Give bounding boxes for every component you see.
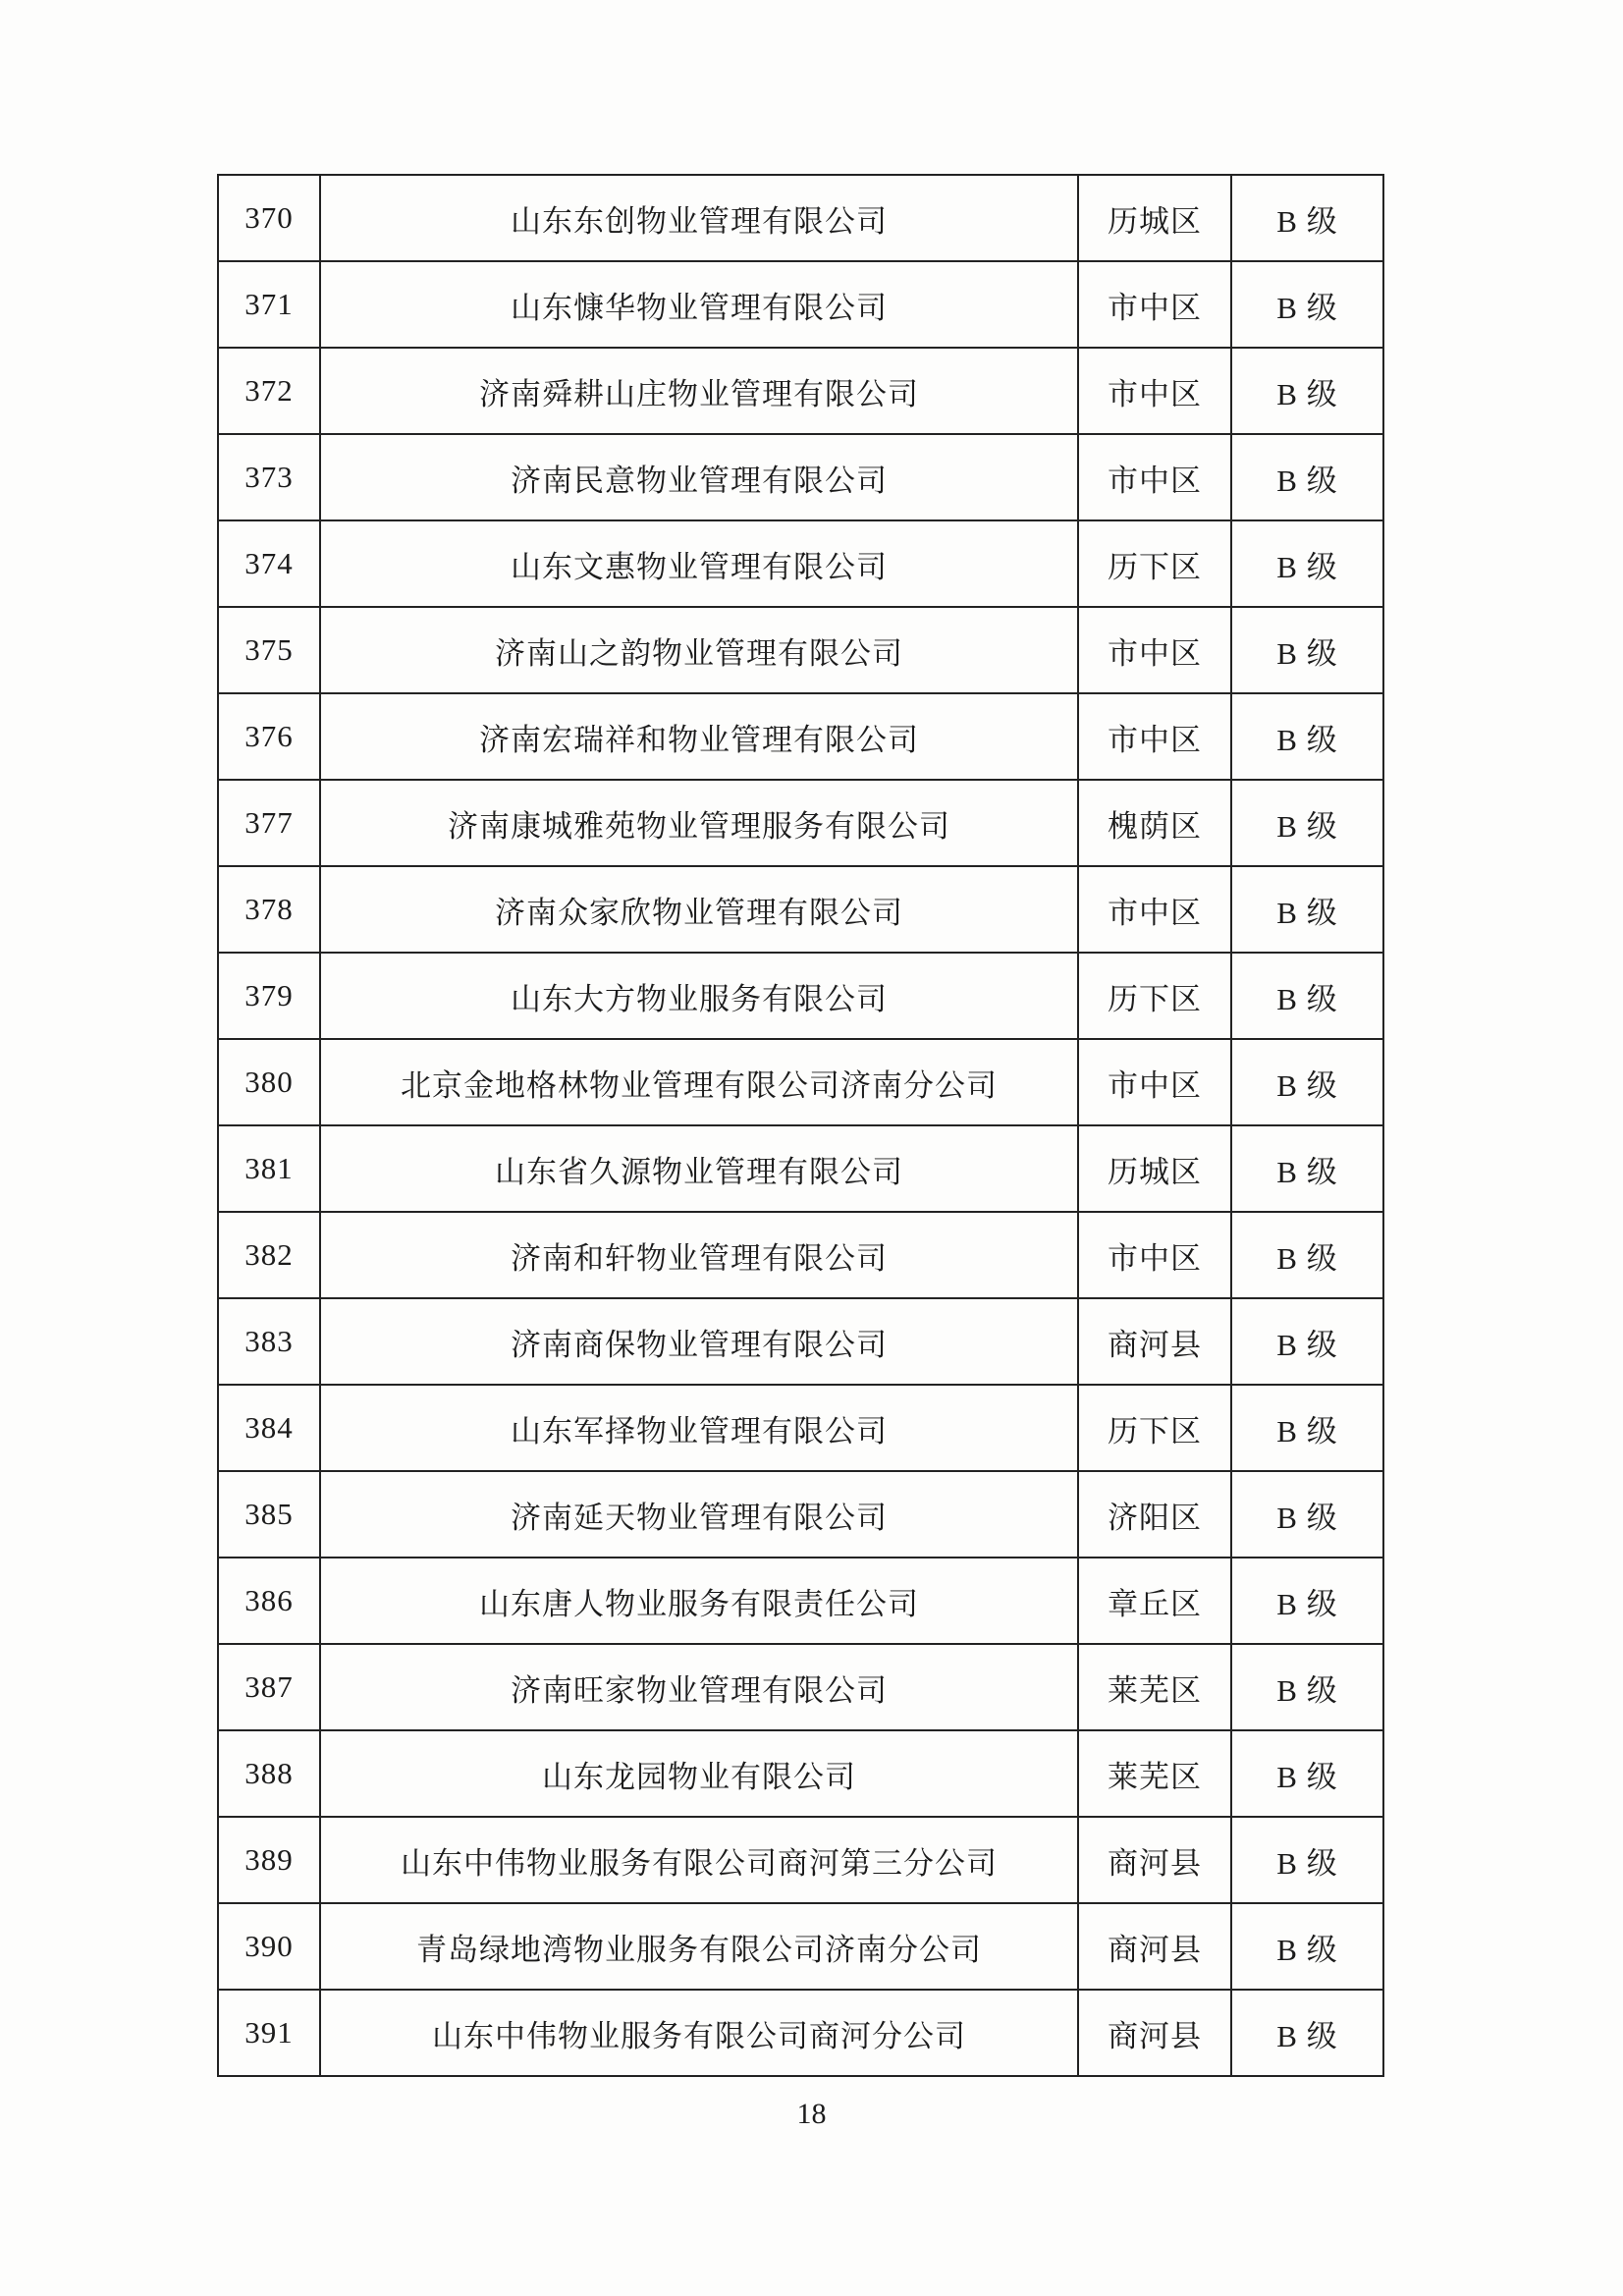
row-number: 385 (218, 1471, 320, 1558)
rating-value: B 级 (1231, 866, 1383, 953)
rating-value: B 级 (1231, 693, 1383, 780)
company-name: 山东军择物业管理有限公司 (320, 1385, 1078, 1471)
table-row (218, 607, 1383, 693)
district-name: 历下区 (1078, 520, 1231, 607)
table-row (218, 780, 1383, 866)
rating-value: B 级 (1231, 1212, 1383, 1298)
company-name: 济南延天物业管理有限公司 (320, 1471, 1078, 1558)
rating-value: B 级 (1231, 1125, 1383, 1212)
page-number: 18 (796, 2098, 827, 2130)
rating-value: B 级 (1231, 1903, 1383, 1990)
district-name: 济阳区 (1078, 1471, 1231, 1558)
rating-value: B 级 (1231, 261, 1383, 348)
district-name: 槐荫区 (1078, 780, 1231, 866)
company-name: 山东大方物业服务有限公司 (320, 953, 1078, 1039)
rating-value: B 级 (1231, 1990, 1383, 2076)
rating-value: B 级 (1231, 1385, 1383, 1471)
table-row (218, 953, 1383, 1039)
district-name: 市中区 (1078, 434, 1231, 520)
district-name: 商河县 (1078, 1990, 1231, 2076)
company-name: 济南和轩物业管理有限公司 (320, 1212, 1078, 1298)
row-number: 382 (218, 1212, 320, 1298)
company-name: 济南商保物业管理有限公司 (320, 1298, 1078, 1385)
company-name: 山东省久源物业管理有限公司 (320, 1125, 1078, 1212)
district-name: 市中区 (1078, 693, 1231, 780)
district-name: 市中区 (1078, 1039, 1231, 1125)
company-name: 山东唐人物业服务有限责任公司 (320, 1558, 1078, 1644)
table-row (218, 434, 1383, 520)
rating-value: B 级 (1231, 1817, 1383, 1903)
rating-value: B 级 (1231, 520, 1383, 607)
district-name: 市中区 (1078, 1212, 1231, 1298)
company-name: 济南旺家物业管理有限公司 (320, 1644, 1078, 1730)
district-name: 市中区 (1078, 866, 1231, 953)
company-name: 山东中伟物业服务有限公司商河分公司 (320, 1990, 1078, 2076)
district-name: 商河县 (1078, 1298, 1231, 1385)
company-name: 山东东创物业管理有限公司 (320, 175, 1078, 261)
table-row (218, 175, 1383, 261)
company-name: 山东文惠物业管理有限公司 (320, 520, 1078, 607)
row-number: 372 (218, 348, 320, 434)
table-row (218, 1039, 1383, 1125)
company-name: 济南舜耕山庄物业管理有限公司 (320, 348, 1078, 434)
district-name: 历下区 (1078, 953, 1231, 1039)
district-name: 商河县 (1078, 1817, 1231, 1903)
company-name: 北京金地格林物业管理有限公司济南分公司 (320, 1039, 1078, 1125)
district-name: 莱芜区 (1078, 1644, 1231, 1730)
district-name: 市中区 (1078, 607, 1231, 693)
table-row (218, 1471, 1383, 1558)
row-number: 373 (218, 434, 320, 520)
rating-value: B 级 (1231, 1298, 1383, 1385)
table-row (218, 1298, 1383, 1385)
company-name: 山东中伟物业服务有限公司商河第三分公司 (320, 1817, 1078, 1903)
row-number: 391 (218, 1990, 320, 2076)
table-row (218, 1903, 1383, 1990)
rating-value: B 级 (1231, 1644, 1383, 1730)
table-row (218, 1817, 1383, 1903)
row-number: 371 (218, 261, 320, 348)
company-name: 济南众家欣物业管理有限公司 (320, 866, 1078, 953)
district-name: 历城区 (1078, 1125, 1231, 1212)
row-number: 383 (218, 1298, 320, 1385)
row-number: 380 (218, 1039, 320, 1125)
table-row (218, 1644, 1383, 1730)
company-name: 山东慷华物业管理有限公司 (320, 261, 1078, 348)
district-name: 历城区 (1078, 175, 1231, 261)
rating-value: B 级 (1231, 607, 1383, 693)
rating-value: B 级 (1231, 1471, 1383, 1558)
table-row (218, 261, 1383, 348)
table-row (218, 1212, 1383, 1298)
row-number: 379 (218, 953, 320, 1039)
row-number: 387 (218, 1644, 320, 1730)
table-row (218, 1385, 1383, 1471)
row-number: 386 (218, 1558, 320, 1644)
district-name: 历下区 (1078, 1385, 1231, 1471)
table-row (218, 348, 1383, 434)
table-row (218, 1730, 1383, 1817)
company-name: 青岛绿地湾物业服务有限公司济南分公司 (320, 1903, 1078, 1990)
table-row (218, 866, 1383, 953)
company-name: 济南康城雅苑物业管理服务有限公司 (320, 780, 1078, 866)
row-number: 384 (218, 1385, 320, 1471)
table-row (218, 1990, 1383, 2076)
table-row (218, 693, 1383, 780)
company-rating-table (217, 174, 1384, 2077)
district-name: 莱芜区 (1078, 1730, 1231, 1817)
table-row (218, 1558, 1383, 1644)
row-number: 388 (218, 1730, 320, 1817)
row-number: 370 (218, 175, 320, 261)
row-number: 390 (218, 1903, 320, 1990)
table-row (218, 520, 1383, 607)
rating-value: B 级 (1231, 434, 1383, 520)
row-number: 377 (218, 780, 320, 866)
row-number: 374 (218, 520, 320, 607)
rating-value: B 级 (1231, 1558, 1383, 1644)
district-name: 商河县 (1078, 1903, 1231, 1990)
row-number: 375 (218, 607, 320, 693)
district-name: 市中区 (1078, 348, 1231, 434)
rating-value: B 级 (1231, 953, 1383, 1039)
district-name: 章丘区 (1078, 1558, 1231, 1644)
row-number: 378 (218, 866, 320, 953)
company-name: 济南山之韵物业管理有限公司 (320, 607, 1078, 693)
rating-value: B 级 (1231, 348, 1383, 434)
rating-value: B 级 (1231, 1039, 1383, 1125)
row-number: 389 (218, 1817, 320, 1903)
company-name: 济南宏瑞祥和物业管理有限公司 (320, 693, 1078, 780)
company-name: 山东龙园物业有限公司 (320, 1730, 1078, 1817)
row-number: 376 (218, 693, 320, 780)
rating-value: B 级 (1231, 780, 1383, 866)
rating-value: B 级 (1231, 1730, 1383, 1817)
table-row (218, 1125, 1383, 1212)
district-name: 市中区 (1078, 261, 1231, 348)
row-number: 381 (218, 1125, 320, 1212)
rating-value: B 级 (1231, 175, 1383, 261)
company-name: 济南民意物业管理有限公司 (320, 434, 1078, 520)
